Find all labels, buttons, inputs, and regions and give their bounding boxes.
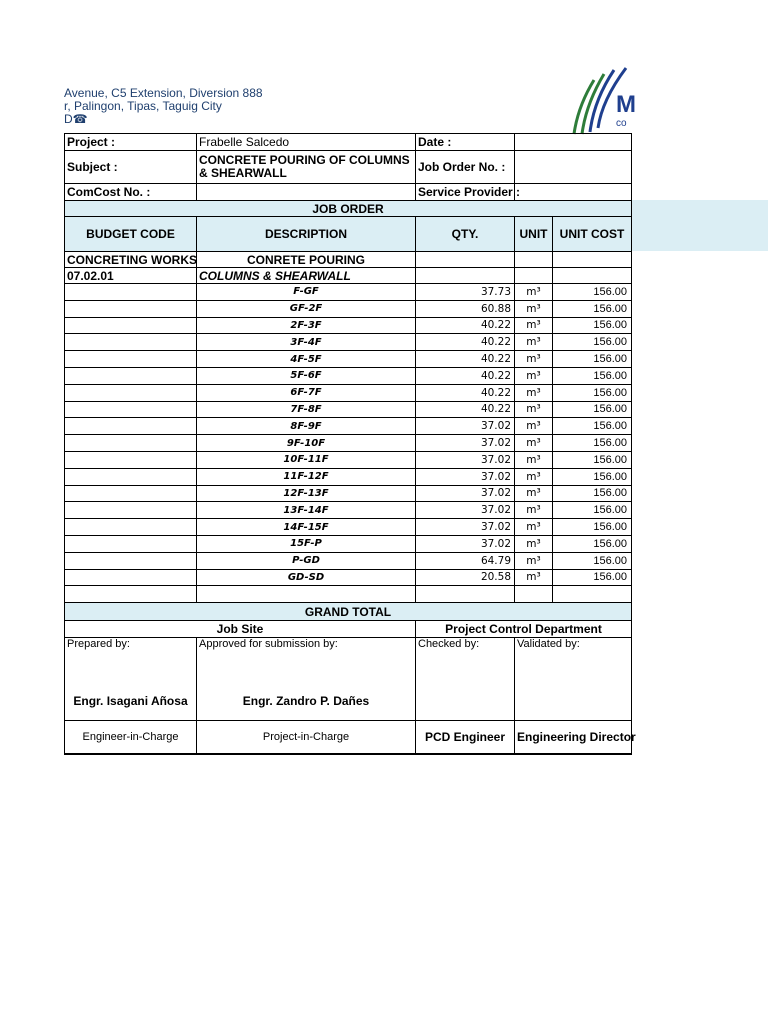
table-row <box>65 502 632 519</box>
row-unit-cost: 156.00 <box>553 284 632 301</box>
subject-row <box>65 151 632 184</box>
signature-row <box>65 638 632 721</box>
project-value[interactable]: Frabelle Salcedo <box>197 134 416 151</box>
service-provider-value[interactable] <box>515 184 632 201</box>
table-row <box>65 401 632 418</box>
row-description: GF-2F <box>197 300 416 317</box>
row-description: 9F-10F <box>197 435 416 452</box>
header-band-extension <box>630 200 768 251</box>
row-unit-cost: 156.00 <box>553 502 632 519</box>
row-unit: m³ <box>515 418 553 435</box>
row-qty: 37.02 <box>416 468 515 485</box>
budget-code-cell <box>65 334 197 351</box>
job-order-no-value[interactable] <box>515 151 632 184</box>
checked-cell <box>416 638 515 721</box>
table-row <box>65 334 632 351</box>
row-unit: m³ <box>515 284 553 301</box>
row-unit-cost: 156.00 <box>553 451 632 468</box>
row-description: 12F-13F <box>197 485 416 502</box>
row-qty: 60.88 <box>416 300 515 317</box>
row-qty: 37.73 <box>416 284 515 301</box>
row-description: 11F-12F <box>197 468 416 485</box>
table-row <box>65 569 632 586</box>
signature-title-row <box>65 721 632 754</box>
row-qty: 40.22 <box>416 384 515 401</box>
date-label: Date : <box>416 134 515 151</box>
project-row <box>65 134 632 151</box>
row-unit: m³ <box>515 502 553 519</box>
approved-name: Engr. Zandro P. Dañes <box>242 694 370 709</box>
row-unit-cost: 156.00 <box>553 468 632 485</box>
row-unit: m³ <box>515 535 553 552</box>
row-unit-cost: 156.00 <box>553 351 632 368</box>
row-description: 13F-14F <box>197 502 416 519</box>
table-row <box>65 317 632 334</box>
table-row <box>65 552 632 569</box>
row-unit: m³ <box>515 451 553 468</box>
budget-code-cell <box>65 300 197 317</box>
category-label: CONCRETING WORKS <box>65 252 197 268</box>
row-unit: m³ <box>515 485 553 502</box>
job-order-title-row <box>65 201 632 217</box>
table-row <box>65 535 632 552</box>
table-row <box>65 384 632 401</box>
service-provider-label: Service Provider : <box>416 184 515 201</box>
table-row <box>65 485 632 502</box>
row-unit: m³ <box>515 519 553 536</box>
row-description: 8F-9F <box>197 418 416 435</box>
row-qty: 37.02 <box>416 535 515 552</box>
row-description: 4F-5F <box>197 351 416 368</box>
table-row <box>65 300 632 317</box>
column-header-row <box>65 217 632 252</box>
row-unit-cost: 156.00 <box>553 300 632 317</box>
company-logo <box>568 66 636 138</box>
row-description: 2F-3F <box>197 317 416 334</box>
job-site-label: Job Site <box>65 621 416 638</box>
col-description: DESCRIPTION <box>197 217 416 252</box>
row-qty: 40.22 <box>416 367 515 384</box>
row-unit: m³ <box>515 435 553 452</box>
row-unit: m³ <box>515 401 553 418</box>
comcost-label: ComCost No. : <box>65 184 197 201</box>
checked-title: PCD Engineer <box>416 721 515 754</box>
row-unit-cost: 156.00 <box>553 367 632 384</box>
job-order-title: JOB ORDER <box>65 201 632 217</box>
table-row <box>65 519 632 536</box>
budget-code-cell <box>65 367 197 384</box>
row-unit-cost: 156.00 <box>553 384 632 401</box>
row-description: 3F-4F <box>197 334 416 351</box>
row-unit: m³ <box>515 334 553 351</box>
row-description: F-GF <box>197 284 416 301</box>
row-qty: 37.02 <box>416 418 515 435</box>
row-qty: 64.79 <box>416 552 515 569</box>
row-qty: 37.02 <box>416 519 515 536</box>
row-unit: m³ <box>515 552 553 569</box>
budget-code-cell <box>65 468 197 485</box>
row-unit-cost: 156.00 <box>553 334 632 351</box>
budget-code-cell <box>65 284 197 301</box>
grand-total-label: GRAND TOTAL <box>65 603 632 621</box>
row-description: 14F-15F <box>197 519 416 536</box>
row-unit: m³ <box>515 468 553 485</box>
budget-code-cell <box>65 351 197 368</box>
row-unit: m³ <box>515 569 553 586</box>
row-unit: m³ <box>515 300 553 317</box>
job-order-no-label: Job Order No. : <box>416 151 515 184</box>
col-unit: UNIT <box>515 217 553 252</box>
row-description: 7F-8F <box>197 401 416 418</box>
table-row <box>65 451 632 468</box>
row-unit-cost: 156.00 <box>553 569 632 586</box>
col-qty: QTY. <box>416 217 515 252</box>
row-unit-cost: 156.00 <box>553 435 632 452</box>
budget-code-cell <box>65 535 197 552</box>
company-address <box>64 87 263 126</box>
logo-subtext: co <box>616 118 627 129</box>
address-line-3: D☎ <box>64 112 88 126</box>
checked-label: Checked by: <box>418 638 480 651</box>
approved-label: Approved for submission by: <box>199 638 338 651</box>
table-row <box>65 435 632 452</box>
date-value[interactable] <box>515 134 632 151</box>
budget-code-cell <box>65 569 197 586</box>
budget-code-cell <box>65 502 197 519</box>
phone-icon: ☎ <box>72 112 88 126</box>
row-unit-cost: 156.00 <box>553 317 632 334</box>
row-unit-cost: 156.00 <box>553 535 632 552</box>
col-unit-cost: UNIT COST <box>553 217 632 252</box>
row-qty: 37.02 <box>416 435 515 452</box>
row-unit-cost: 156.00 <box>553 519 632 536</box>
budget-code-cell <box>65 435 197 452</box>
subject-label: Subject : <box>65 151 197 184</box>
logo-letter: M <box>616 91 636 118</box>
validated-label: Validated by: <box>517 638 580 651</box>
budget-code-cell <box>65 418 197 435</box>
item-title-row <box>65 268 632 284</box>
row-qty: 40.22 <box>416 351 515 368</box>
row-unit-cost: 156.00 <box>553 401 632 418</box>
pcd-label: Project Control Department <box>416 621 632 638</box>
job-order-form <box>64 133 636 755</box>
budget-code-cell <box>65 552 197 569</box>
blank-row <box>65 586 632 603</box>
prepared-name: Engr. Isagani Añosa <box>73 694 188 709</box>
row-description: 10F-11F <box>197 451 416 468</box>
table-row <box>65 351 632 368</box>
budget-code-cell <box>65 451 197 468</box>
signature-group-row <box>65 621 632 638</box>
row-unit-cost: 156.00 <box>553 485 632 502</box>
row-unit-cost: 156.00 <box>553 552 632 569</box>
table-row <box>65 367 632 384</box>
row-unit: m³ <box>515 351 553 368</box>
address-line-1: Avenue, C5 Extension, Diversion 888 <box>64 86 263 100</box>
budget-code-cell <box>65 401 197 418</box>
row-description: 15F-P <box>197 535 416 552</box>
grand-total-row <box>65 603 632 621</box>
comcost-value[interactable] <box>197 184 416 201</box>
validated-title: Engineering Director <box>515 721 632 754</box>
col-budget-code: BUDGET CODE <box>65 217 197 252</box>
budget-code-cell <box>65 384 197 401</box>
prepared-label: Prepared by: <box>67 638 130 651</box>
row-unit-cost: 156.00 <box>553 418 632 435</box>
address-line-2: r, Palingon, Tipas, Taguig City <box>64 99 222 113</box>
row-qty: 20.58 <box>416 569 515 586</box>
row-qty: 40.22 <box>416 334 515 351</box>
row-description: 6F-7F <box>197 384 416 401</box>
approved-title: Project-in-Charge <box>197 721 416 754</box>
table-row <box>65 468 632 485</box>
budget-code-cell <box>65 485 197 502</box>
row-qty: 40.22 <box>416 401 515 418</box>
comcost-row <box>65 184 632 201</box>
subject-value[interactable]: CONCRETE POURING OF COLUMNS & SHEARWALL <box>197 151 416 184</box>
row-qty: 40.22 <box>416 317 515 334</box>
approved-cell <box>197 638 416 721</box>
item-title: COLUMNS & SHEARWALL <box>197 268 416 284</box>
row-unit: m³ <box>515 317 553 334</box>
row-qty: 37.02 <box>416 485 515 502</box>
row-description: P-GD <box>197 552 416 569</box>
project-label: Project : <box>65 134 197 151</box>
budget-code-cell <box>65 317 197 334</box>
category-desc: CONRETE POURING <box>197 252 416 268</box>
row-qty: 37.02 <box>416 502 515 519</box>
table-row <box>65 284 632 301</box>
row-unit: m³ <box>515 384 553 401</box>
row-description: 5F-6F <box>197 367 416 384</box>
row-unit: m³ <box>515 367 553 384</box>
validated-cell <box>515 638 632 721</box>
table-row <box>65 418 632 435</box>
prepared-cell <box>65 638 197 721</box>
row-description: GD-SD <box>197 569 416 586</box>
budget-code-cell <box>65 519 197 536</box>
category-row <box>65 252 632 268</box>
prepared-title: Engineer-in-Charge <box>65 721 197 754</box>
row-qty: 37.02 <box>416 451 515 468</box>
budget-code-value: 07.02.01 <box>65 268 197 284</box>
